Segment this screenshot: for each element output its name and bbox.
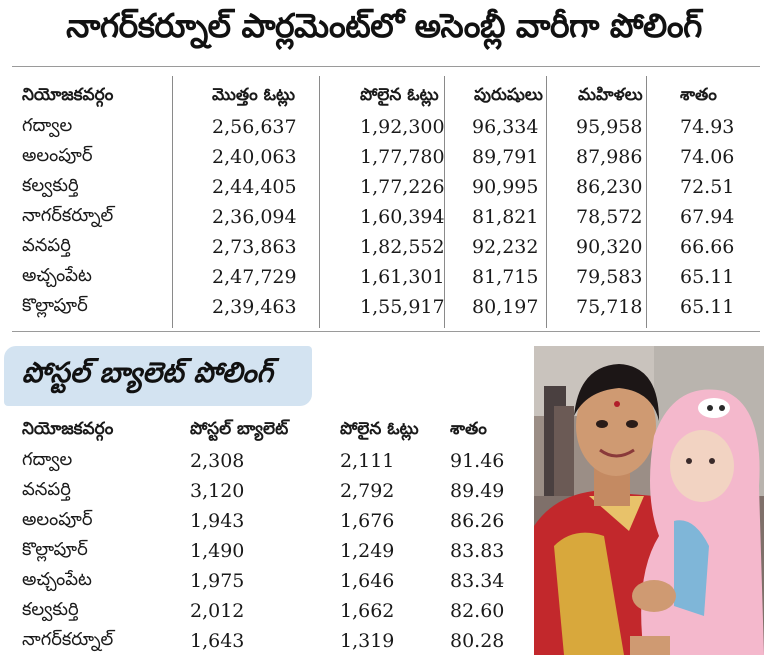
col-polled-votes: పోలైన ఓట్లు: [360, 85, 439, 105]
table-row: [22, 446, 530, 476]
value-cell: 2,44,405: [212, 176, 297, 198]
top-divider: [12, 66, 760, 67]
value-cell: 65.11: [680, 296, 735, 318]
col-percentage: శాతం: [680, 85, 717, 105]
value-cell: 83.83: [450, 540, 505, 562]
value-cell: 86.26: [450, 510, 505, 532]
value-cell: 2,012: [190, 600, 245, 622]
value-cell: 1,60,394: [360, 206, 445, 228]
value-cell: 67.94: [680, 206, 735, 228]
table-header-row: [22, 82, 744, 112]
value-cell: 66.66: [680, 236, 735, 258]
postal-ballot-table: [22, 416, 530, 656]
value-cell: 1,643: [190, 630, 245, 652]
constituency-name: వనపర్తి: [22, 478, 71, 500]
constituency-name: నాగర్‌కర్నూల్: [22, 628, 114, 650]
value-cell: 2,308: [190, 450, 245, 472]
page-title: నాగర్‌కర్నూల్ పార్లమెంట్‌లో అసెంబ్లీ వారీగా పోలింగ్: [66, 6, 702, 45]
photo-illustration: [534, 346, 764, 655]
table-row: [22, 506, 530, 536]
value-cell: 2,792: [340, 480, 395, 502]
col-polled-votes: పోలైన ఓట్లు: [340, 419, 419, 439]
value-cell: 74.93: [680, 116, 735, 138]
table-header-row: [22, 416, 530, 446]
value-cell: 81,821: [472, 206, 539, 228]
table-row: [22, 232, 744, 262]
col-total-votes: మొత్తం ఓట్లు: [212, 85, 296, 105]
value-cell: 81,715: [472, 266, 539, 288]
value-cell: 2,40,063: [212, 146, 297, 168]
value-cell: 86,230: [576, 176, 643, 198]
value-cell: 1,676: [340, 510, 395, 532]
value-cell: 1,61,301: [360, 266, 445, 288]
value-cell: 2,111: [340, 450, 395, 472]
value-cell: 78,572: [576, 206, 643, 228]
value-cell: 83.34: [450, 570, 505, 592]
col-men: పురుషులు: [474, 85, 543, 105]
value-cell: 2,36,094: [212, 206, 297, 228]
value-cell: 87,986: [576, 146, 643, 168]
table-row: [22, 292, 744, 322]
constituency-name: అలంపూర్: [22, 144, 93, 166]
value-cell: 1,646: [340, 570, 395, 592]
table-row: [22, 112, 744, 142]
col-constituency: నియోజకవర్గం: [22, 85, 114, 105]
table-row: [22, 172, 744, 202]
value-cell: 90,995: [472, 176, 539, 198]
assembly-polling-table: [22, 82, 744, 322]
value-cell: 1,490: [190, 540, 245, 562]
value-cell: 90,320: [576, 236, 643, 258]
value-cell: 1,249: [340, 540, 395, 562]
constituency-name: కొల్లాపూర్: [22, 294, 88, 316]
value-cell: 1,319: [340, 630, 395, 652]
value-cell: 1,77,226: [360, 176, 445, 198]
value-cell: 2,56,637: [212, 116, 297, 138]
value-cell: 1,77,780: [360, 146, 445, 168]
constituency-name: అలంపూర్: [22, 508, 93, 530]
constituency-name: వనపర్తి: [22, 234, 71, 256]
col-postal-ballot: పోస్టల్ బ్యాలెట్: [190, 419, 289, 439]
value-cell: 1,92,300: [360, 116, 445, 138]
value-cell: 1,943: [190, 510, 245, 532]
table-row: [22, 476, 530, 506]
constituency-name: గద్వాల: [22, 448, 73, 470]
value-cell: 92,232: [472, 236, 539, 258]
postal-section-title: పోస్టల్ బ్యాలెట్ పోలింగ్: [22, 356, 273, 389]
table-row: [22, 202, 744, 232]
value-cell: 91.46: [450, 450, 505, 472]
table-row: [22, 142, 744, 172]
value-cell: 2,73,863: [212, 236, 297, 258]
value-cell: 1,82,552: [360, 236, 445, 258]
value-cell: 80.28: [450, 630, 505, 652]
constituency-name: గద్వాల: [22, 114, 73, 136]
value-cell: 2,47,729: [212, 266, 297, 288]
constituency-name: అచ్చంపేట: [22, 264, 92, 286]
constituency-name: అచ్చంపేట: [22, 568, 92, 590]
constituency-name: కల్వకుర్తి: [22, 174, 79, 196]
value-cell: 74.06: [680, 146, 735, 168]
col-percentage: శాతం: [450, 419, 487, 439]
value-cell: 2,39,463: [212, 296, 297, 318]
value-cell: 65.11: [680, 266, 735, 288]
value-cell: 79,583: [576, 266, 643, 288]
value-cell: 80,197: [472, 296, 539, 318]
table-row: [22, 626, 530, 656]
table-row: [22, 536, 530, 566]
value-cell: 1,55,917: [360, 296, 445, 318]
value-cell: 1,662: [340, 600, 395, 622]
col-constituency: నియోజకవర్గం: [22, 419, 114, 439]
value-cell: 1,975: [190, 570, 245, 592]
value-cell: 3,120: [190, 480, 245, 502]
table-row: [22, 596, 530, 626]
value-cell: 89.49: [450, 480, 505, 502]
photo-woman-with-baby: [534, 346, 764, 655]
value-cell: 72.51: [680, 176, 735, 198]
value-cell: 95,958: [576, 116, 643, 138]
constituency-name: కొల్లాపూర్: [22, 538, 88, 560]
value-cell: 82.60: [450, 600, 505, 622]
constituency-name: నాగర్‌కర్నూల్: [22, 204, 114, 226]
col-women: మహిళలు: [578, 85, 643, 105]
table-row: [22, 262, 744, 292]
table-row: [22, 566, 530, 596]
value-cell: 96,334: [472, 116, 539, 138]
constituency-name: కల్వకుర్తి: [22, 598, 79, 620]
value-cell: 89,791: [472, 146, 539, 168]
value-cell: 75,718: [576, 296, 643, 318]
section-divider: [12, 331, 760, 332]
